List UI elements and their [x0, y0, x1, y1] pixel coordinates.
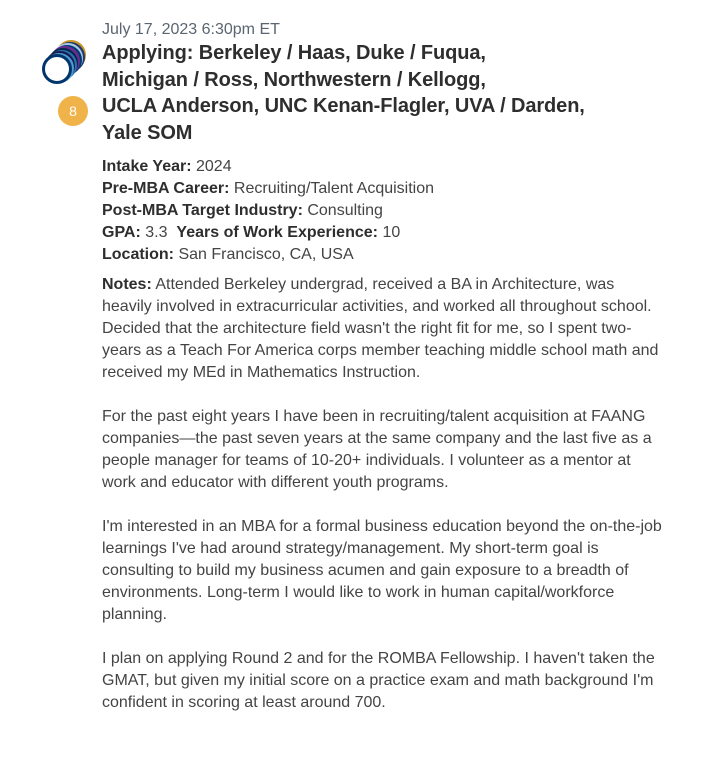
post-date: July 17, 2023 6:30pm ET: [102, 21, 280, 38]
notes-paragraph: For the past eight years I have been in recruiting/talent acquisition at FAANG companies—the past seven years at the same company and the last five as a people manager for teams of 10-20+ individuals. I volunteer as a mentor at work and educator with different youth programs.: [102, 408, 652, 491]
notes-paragraph: I plan on applying Round 2 and for the ROMBA Fellowship. I haven't taken the GMAT, but given my initial score on a practice exam and math background I'm confident in scoring at least around 700.: [102, 650, 655, 711]
notes-text: Attended Berkeley undergrad, received a BA in Architecture, was heavily involved in extracurricular activities, and worked all throughout school. Decided that the architecture field wasn't the right fit for me, so I spent two-years as a Teach For America corps member teaching middle school math and received my MEd in Mathematics Instruction.: [102, 276, 659, 381]
notes-label: Notes:: [102, 276, 152, 293]
title-line: UCLA Anderson, UNC Kenan-Flagler, UVA / Darden,: [102, 95, 585, 117]
notes-section: [102, 274, 662, 714]
intake-year-label: Intake Year:: [102, 158, 192, 175]
pre-mba-career-label: Pre-MBA Career:: [102, 180, 230, 197]
intake-year-value: 2024: [196, 158, 232, 175]
work-experience-label: Years of Work Experience:: [176, 224, 378, 241]
location-value: San Francisco, CA, USA: [178, 246, 354, 263]
notes-paragraph: I'm interested in an MBA for a formal business education beyond the on-the-job learnings I've had around strategy/management. My short-term goal is consulting to build my business acumen and gain exposure to a breadth of environments. Long-term I would like to work in human capital/workforce planning.: [102, 518, 662, 623]
intake-year-row: [102, 156, 662, 178]
post-title: [102, 40, 662, 146]
gpa-value: 3.3: [145, 224, 168, 241]
post-mba-industry-row: [102, 200, 662, 222]
school-count-badge: 8: [58, 96, 88, 126]
school-logos-stack[interactable]: [28, 38, 80, 119]
title-line: Yale SOM: [102, 121, 193, 144]
gpa-label: GPA:: [102, 224, 141, 241]
pre-mba-career-row: [102, 178, 662, 200]
title-line: Applying: Berkeley / Haas, Duke / Fuqua,: [102, 42, 486, 64]
notes-paragraph: [102, 274, 662, 384]
post-content: [102, 20, 662, 736]
title-line: Michigan / Ross, Northwestern / Kellogg,: [102, 68, 486, 91]
post-mba-industry-value: Consulting: [307, 202, 383, 219]
work-experience-value: 10: [382, 224, 401, 241]
location-row: [102, 244, 662, 266]
gpa-experience-row: [102, 222, 662, 244]
applicant-facts: [102, 156, 662, 266]
location-label: Location:: [102, 246, 174, 263]
pre-mba-career-value: Recruiting/Talent Acquisition: [233, 180, 435, 197]
post-mba-industry-label: Post-MBA Target Industry:: [102, 202, 303, 219]
